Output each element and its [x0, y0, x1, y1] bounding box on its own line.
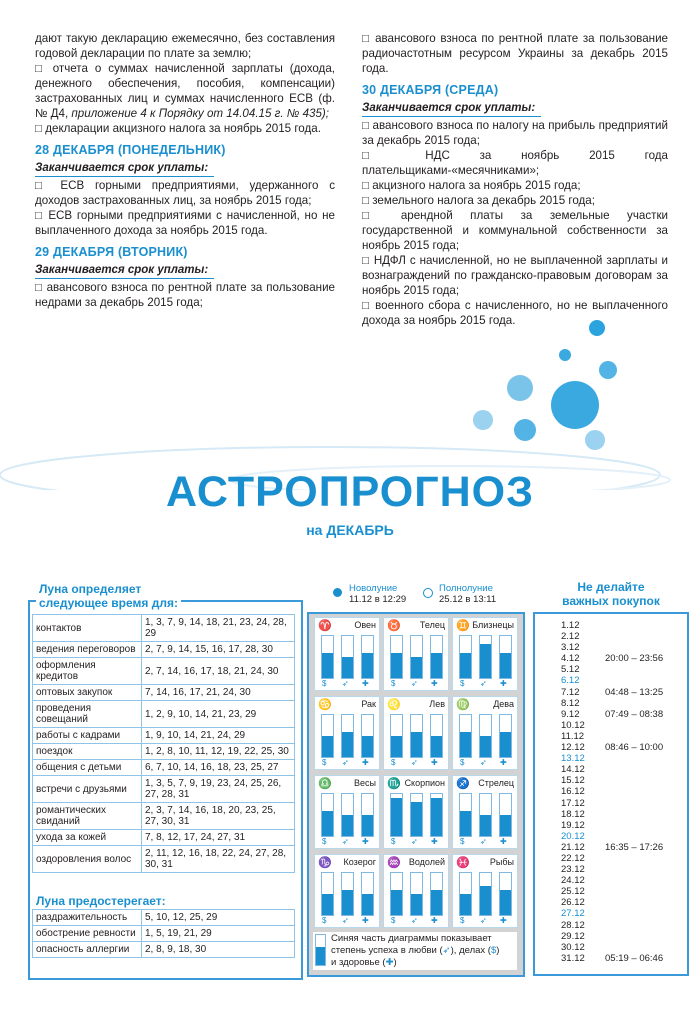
zodiac-glyph-icon: ♒ — [387, 857, 401, 869]
zodiac-name: Телец — [419, 620, 445, 630]
dates-cell: 6, 7, 10, 14, 16, 18, 23, 25, 27 — [142, 760, 295, 776]
heart-arrow-icon: ➶ — [411, 837, 418, 846]
moon-warns-heading: Луна предостерегает: — [36, 894, 166, 908]
money-bag-icon: $ — [391, 758, 396, 767]
day-row — [561, 720, 663, 731]
zodiac-glyph-icon: ♌ — [387, 699, 401, 711]
success-bar — [361, 635, 374, 679]
heart-arrow-icon: ➶ — [480, 837, 487, 846]
day-30-item: □ НДС за ноябрь 2015 года плательщиками-«месячниками»; — [362, 148, 668, 178]
money-bag-icon: $ — [391, 679, 396, 688]
zodiac-name: Дева — [493, 699, 514, 709]
health-icon: ✚ — [500, 758, 507, 767]
day-row — [561, 786, 663, 797]
table-row — [33, 658, 295, 685]
snowflake-decoration — [0, 300, 700, 490]
heart-arrow-icon: ➶ — [480, 679, 487, 688]
full-moon-date: 25.12 в 13:11 — [439, 594, 497, 605]
success-bar — [410, 793, 423, 837]
day-30-item: □ земельного налога за декабрь 2015 года; — [362, 193, 668, 208]
day-row — [561, 897, 663, 908]
day-row — [561, 642, 663, 653]
new-moon-icon — [333, 588, 342, 597]
snowflake-icon — [585, 430, 605, 450]
zodiac-name: Рак — [361, 699, 376, 709]
activity-cell: встречи с друзьями — [33, 776, 142, 803]
health-icon: ✚ — [362, 916, 369, 925]
snowflake-icon — [473, 410, 493, 430]
day-29-item: □ авансового взноса по рентной плате за пользование недрами за декабрь 2015 года; — [35, 280, 335, 310]
new-moon-date: 11.12 в 12:29 — [349, 594, 407, 605]
money-bag-icon: $ — [322, 758, 327, 767]
day-row — [561, 687, 663, 698]
success-bar — [479, 793, 492, 837]
activity-cell: проведения совещаний — [33, 701, 142, 728]
full-moon — [425, 583, 496, 605]
dates-cell: 1, 9, 10, 14, 21, 24, 29 — [142, 728, 295, 744]
day-row — [561, 831, 663, 842]
page-subtitle: на ДЕКАБРЬ — [306, 522, 394, 538]
day-date: 26.12 — [561, 897, 585, 909]
day-time: 20:00 – 23:56 — [605, 653, 664, 665]
day-row — [561, 842, 663, 853]
success-bar — [321, 793, 334, 837]
day-date: 4.12 — [561, 653, 580, 665]
day-row — [561, 709, 663, 720]
dates-cell: 5, 10, 12, 25, 29 — [142, 910, 295, 926]
day-row — [561, 953, 663, 964]
heading-line: важных покупок — [562, 594, 660, 608]
dates-cell: 1, 2, 9, 10, 14, 21, 23, 29 — [142, 701, 295, 728]
day-date: 17.12 — [561, 797, 585, 809]
table-row — [33, 846, 295, 873]
money-bag-icon: $ — [460, 837, 465, 846]
success-bar — [341, 714, 354, 758]
money-bag-icon: $ — [460, 916, 465, 925]
day-row — [561, 742, 663, 753]
zodiac-sign-4 — [314, 696, 380, 770]
snowflake-icon — [551, 381, 599, 429]
day-date: 13.12 — [561, 753, 585, 765]
day-row — [561, 920, 663, 931]
money-bag-icon: $ — [460, 679, 465, 688]
day-row — [561, 942, 663, 953]
zodiac-name: Рыбы — [489, 857, 514, 867]
success-bar — [390, 872, 403, 916]
health-icon: ✚ — [362, 837, 369, 846]
day-row — [561, 886, 663, 897]
day-row — [561, 809, 663, 820]
moon-defines-heading — [36, 582, 181, 610]
day-date: 12.12 — [561, 742, 585, 754]
success-bar — [390, 793, 403, 837]
page-title: АСТРОПРОГНОЗ — [165, 468, 535, 516]
zodiac-sign-3 — [452, 617, 518, 691]
day-time: 16:35 – 17:26 — [605, 841, 664, 853]
heading-line: Луна определяет — [39, 582, 142, 596]
zodiac-name: Козерог — [343, 857, 376, 867]
activity-cell: обострение ревности — [33, 926, 142, 942]
left-item — [35, 61, 335, 121]
day-28-sub: Заканчивается срок уплаты: — [35, 161, 214, 177]
dates-cell: 2, 11, 12, 16, 18, 22, 24, 27, 28, 30, 31 — [142, 846, 295, 873]
health-icon: ✚ — [362, 679, 369, 688]
dates-cell: 7, 8, 12, 17, 24, 27, 31 — [142, 830, 295, 846]
zodiac-glyph-icon: ♐ — [456, 778, 470, 790]
day-date: 27.12 — [561, 908, 585, 920]
health-icon: ✚ — [500, 916, 507, 925]
table-row — [33, 760, 295, 776]
health-icon: ✚ — [431, 679, 438, 688]
day-row — [561, 764, 663, 775]
success-bar — [430, 793, 443, 837]
snowflake-icon — [507, 375, 533, 401]
success-bar — [479, 714, 492, 758]
zodiac-sign-2 — [383, 617, 449, 691]
success-bar — [479, 872, 492, 916]
new-moon — [335, 583, 406, 605]
zodiac-name: Весы — [354, 778, 376, 788]
health-icon: ✚ — [431, 916, 438, 925]
day-29-sub: Заканчивается срок уплаты: — [35, 263, 214, 279]
snowflake-icon — [599, 361, 617, 379]
success-bar — [430, 635, 443, 679]
table-row — [33, 744, 295, 760]
zodiac-glyph-icon: ♋ — [318, 699, 332, 711]
zodiac-legend: Синяя часть диаграммы показывает степень успеха в любви (➶), делах ($) и здоровье (✚) — [313, 932, 517, 970]
success-bar — [459, 793, 472, 837]
right-intro: □ авансового взноса по рентной плате за пользование радиочастотным ресурсом Украины за декабрь 2015 года. — [362, 31, 668, 76]
day-30-item: □ авансового взноса по налогу на прибыль предприятий за декабрь 2015 года; — [362, 118, 668, 148]
success-bar — [410, 872, 423, 916]
health-icon: ✚ — [431, 837, 438, 846]
day-date: 7.12 — [561, 686, 580, 698]
table-row — [33, 926, 295, 942]
success-bar — [459, 714, 472, 758]
day-30-item: □ НДФЛ с начисленной, но не выплаченной зарплаты и вознаграждений по гражданско-правовым договорам за ноябрь 2015 года; — [362, 253, 668, 298]
legend-line: и здоровье ( — [331, 957, 386, 968]
left-intro: дают такую декларацию ежемесячно, без составления годовой декларации по плате за землю; — [35, 32, 335, 60]
snowflake-icon — [514, 419, 536, 441]
snowflake-icon — [559, 349, 571, 361]
activity-cell: поездок — [33, 744, 142, 760]
zodiac-glyph-icon: ♍ — [456, 699, 470, 711]
day-row — [561, 698, 663, 709]
day-row — [561, 620, 663, 631]
success-bar — [430, 872, 443, 916]
heart-arrow-icon: ➶ — [342, 837, 349, 846]
legend-line: Синяя часть диаграммы показывает — [331, 933, 492, 944]
success-bar — [341, 635, 354, 679]
zodiac-name: Близнецы — [472, 620, 514, 630]
table-row — [33, 615, 295, 642]
zodiac-sign-9 — [452, 775, 518, 849]
day-28-item: □ ЕСВ горными предприятиями, удержанного с доходов застрахованных лиц, за ноябрь 2015 года; — [35, 178, 335, 208]
success-bar — [459, 872, 472, 916]
day-date: 20.12 — [561, 830, 585, 842]
day-date: 3.12 — [561, 642, 580, 654]
day-30-item: □ арендной платы за земельные участки государственной и коммунальной собственности за ноябрь 2015 года; — [362, 208, 668, 253]
activity-cell: оформления кредитов — [33, 658, 142, 685]
money-bag-icon: $ — [391, 916, 396, 925]
health-icon: ✚ — [500, 837, 507, 846]
activity-cell: оптовых закупок — [33, 685, 142, 701]
health-icon: ✚ — [362, 758, 369, 767]
success-bar — [390, 635, 403, 679]
day-row — [561, 775, 663, 786]
day-row — [561, 875, 663, 886]
dates-cell: 1, 2, 8, 10, 11, 12, 19, 22, 25, 30 — [142, 744, 295, 760]
day-date: 22.12 — [561, 852, 585, 864]
day-date: 2.12 — [561, 631, 580, 643]
left-item-ref: приложение 4 к Порядку от 14.04.15 г. № 435); — [71, 107, 330, 120]
day-date: 29.12 — [561, 930, 585, 942]
zodiac-sign-5 — [383, 696, 449, 770]
full-moon-label: Полнолуние — [439, 583, 493, 594]
success-bar — [390, 714, 403, 758]
no-purchases-heading — [533, 580, 689, 608]
zodiac-sign-10 — [314, 854, 380, 928]
dates-cell: 1, 5, 19, 21, 29 — [142, 926, 295, 942]
moon-warns-table — [32, 909, 295, 958]
day-date: 24.12 — [561, 875, 585, 887]
zodiac-name: Скорпион — [404, 778, 445, 788]
no-purchases-list — [561, 620, 663, 964]
day-28-heading: 28 ДЕКАБРЯ (ПОНЕДЕЛЬНИК) — [35, 143, 226, 157]
day-row — [561, 675, 663, 686]
activity-cell: контактов — [33, 615, 142, 642]
new-moon-label: Новолуние — [349, 583, 398, 594]
heading-line: следующее время для: — [39, 596, 178, 610]
success-bar — [361, 714, 374, 758]
day-time: 04:48 – 13:25 — [605, 686, 664, 698]
day-row — [561, 798, 663, 809]
table-row — [33, 803, 295, 830]
heart-arrow-icon: ➶ — [342, 679, 349, 688]
day-row — [561, 631, 663, 642]
day-30-heading: 30 ДЕКАБРЯ (СРЕДА) — [362, 83, 499, 97]
day-time: 05:19 – 06:46 — [605, 952, 664, 964]
dates-cell: 2, 3, 7, 14, 16, 18, 20, 23, 25, 27, 30, 31 — [142, 803, 295, 830]
zodiac-name: Лев — [429, 699, 445, 709]
zodiac-sign-11 — [383, 854, 449, 928]
zodiac-glyph-icon: ♏ — [387, 778, 401, 790]
dates-cell: 7, 14, 16, 17, 21, 24, 30 — [142, 685, 295, 701]
zodiac-sign-8 — [383, 775, 449, 849]
money-bag-icon: $ — [391, 837, 396, 846]
left-item-text: отчета о суммах начисленной зарплаты (дохода, денежного обеспечения, пособия, компенсации) застрахованных лиц и суммах начисленного ЕСВ (ф. № Д4, — [35, 62, 335, 120]
money-bag-icon: $ — [460, 758, 465, 767]
success-bar — [459, 635, 472, 679]
moon-defines-table — [32, 614, 295, 873]
day-row — [561, 664, 663, 675]
day-date: 31.12 — [561, 952, 585, 964]
zodiac-glyph-icon: ♓ — [456, 857, 470, 869]
heart-arrow-icon: ➶ — [480, 758, 487, 767]
success-bar — [361, 872, 374, 916]
zodiac-sign-12 — [452, 854, 518, 928]
zodiac-name: Водолей — [408, 857, 445, 867]
day-date: 21.12 — [561, 841, 585, 853]
zodiac-glyph-icon: ♑ — [318, 857, 332, 869]
day-date: 19.12 — [561, 819, 585, 831]
heart-arrow-icon: ➶ — [342, 758, 349, 767]
day-date: 18.12 — [561, 808, 585, 820]
dates-cell: 1, 3, 7, 9, 14, 18, 21, 23, 24, 28, 29 — [142, 615, 295, 642]
activity-cell: общения с детьми — [33, 760, 142, 776]
success-bar — [410, 635, 423, 679]
day-date: 1.12 — [561, 620, 580, 631]
day-row — [561, 931, 663, 942]
day-row — [561, 653, 663, 664]
day-date: 5.12 — [561, 664, 580, 676]
day-row — [561, 731, 663, 742]
right-text-column — [362, 31, 668, 328]
day-row — [561, 753, 663, 764]
heart-arrow-icon: ➶ — [342, 916, 349, 925]
money-bag-icon: $ — [322, 679, 327, 688]
zodiac-name: Овен — [354, 620, 376, 630]
zodiac-glyph-icon: ♈ — [318, 620, 332, 632]
table-row — [33, 942, 295, 958]
day-date: 9.12 — [561, 708, 580, 720]
money-bag-icon: $ — [322, 916, 327, 925]
success-bar — [430, 714, 443, 758]
day-date: 6.12 — [561, 675, 580, 687]
zodiac-glyph-icon: ♎ — [318, 778, 332, 790]
day-30-sub: Заканчивается срок уплаты: — [362, 101, 541, 117]
day-date: 10.12 — [561, 719, 585, 731]
table-row — [33, 642, 295, 658]
day-30-item: □ акцизного налога за ноябрь 2015 года; — [362, 178, 668, 193]
dates-cell: 2, 7, 9, 14, 15, 16, 17, 28, 30 — [142, 642, 295, 658]
success-bar — [499, 793, 512, 837]
table-row — [33, 728, 295, 744]
heart-arrow-icon: ➶ — [442, 945, 451, 956]
activity-cell: опасность аллергии — [33, 942, 142, 958]
money-bag-icon: $ — [490, 945, 497, 956]
activity-cell: оздоровления волос — [33, 846, 142, 873]
day-date: 25.12 — [561, 886, 585, 898]
day-28-item: □ ЕСВ горными предприятиями с начисленной, но не выплаченного дохода за ноябрь 2015 года. — [35, 208, 335, 238]
dates-cell: 2, 7, 14, 16, 17, 18, 21, 24, 30 — [142, 658, 295, 685]
zodiac-glyph-icon: ♊ — [456, 620, 470, 632]
activity-cell: раздражительность — [33, 910, 142, 926]
zodiac-sign-1 — [314, 617, 380, 691]
success-bar — [341, 872, 354, 916]
table-row — [33, 685, 295, 701]
heart-arrow-icon: ➶ — [411, 916, 418, 925]
day-date: 11.12 — [561, 730, 585, 742]
left-item: □ декларации акцизного налога за ноябрь 2015 года. — [35, 121, 335, 136]
legend-swatch — [315, 934, 326, 966]
legend-line: ) — [393, 957, 397, 968]
activity-cell: ухода за кожей — [33, 830, 142, 846]
table-row — [33, 830, 295, 846]
day-row — [561, 864, 663, 875]
activity-cell: ведения переговоров — [33, 642, 142, 658]
snowflake-icon — [589, 320, 605, 336]
day-date: 8.12 — [561, 697, 580, 709]
success-bar — [410, 714, 423, 758]
dates-cell: 1, 3, 5, 7, 9, 19, 23, 24, 25, 26, 27, 28, 31 — [142, 776, 295, 803]
day-date: 28.12 — [561, 919, 585, 931]
health-icon: ✚ — [431, 758, 438, 767]
zodiac-sign-7 — [314, 775, 380, 849]
day-row — [561, 908, 663, 919]
day-date: 16.12 — [561, 786, 585, 798]
success-bar — [361, 793, 374, 837]
table-row — [33, 701, 295, 728]
activity-cell: романтических свиданий — [33, 803, 142, 830]
success-bar — [341, 793, 354, 837]
table-row — [33, 776, 295, 803]
day-row — [561, 853, 663, 864]
day-30-item: □ военного сбора с начисленного, но не выплаченного дохода за ноябрь 2015 года. — [362, 298, 668, 328]
success-bar — [321, 714, 334, 758]
success-bar — [479, 635, 492, 679]
dates-cell: 2, 8, 9, 18, 30 — [142, 942, 295, 958]
zodiac-glyph-icon: ♉ — [387, 620, 401, 632]
health-icon: ✚ — [385, 957, 394, 968]
day-date: 15.12 — [561, 775, 585, 787]
day-29-heading: 29 ДЕКАБРЯ (ВТОРНИК) — [35, 245, 188, 259]
heart-arrow-icon: ➶ — [411, 758, 418, 767]
zodiac-sign-6 — [452, 696, 518, 770]
day-date: 14.12 — [561, 764, 585, 776]
zodiac-name: Стрелец — [478, 778, 514, 788]
heart-arrow-icon: ➶ — [411, 679, 418, 688]
activity-cell: работы с кадрами — [33, 728, 142, 744]
success-bar — [499, 635, 512, 679]
success-bar — [321, 872, 334, 916]
success-bar — [499, 872, 512, 916]
full-moon-icon — [423, 588, 433, 598]
day-time: 07:49 – 08:38 — [605, 708, 664, 720]
day-date: 30.12 — [561, 941, 585, 953]
heart-arrow-icon: ➶ — [480, 916, 487, 925]
day-time: 08:46 – 10:00 — [605, 742, 664, 754]
success-bar — [321, 635, 334, 679]
table-row — [33, 910, 295, 926]
success-bar — [499, 714, 512, 758]
health-icon: ✚ — [500, 679, 507, 688]
left-text-column — [35, 31, 335, 310]
legend-line: степень успеха в любви ( — [331, 945, 443, 956]
day-date: 23.12 — [561, 864, 585, 876]
heading-line: Не делайте — [577, 580, 645, 594]
legend-line: ), делах ( — [450, 945, 491, 956]
money-bag-icon: $ — [322, 837, 327, 846]
day-row — [561, 820, 663, 831]
